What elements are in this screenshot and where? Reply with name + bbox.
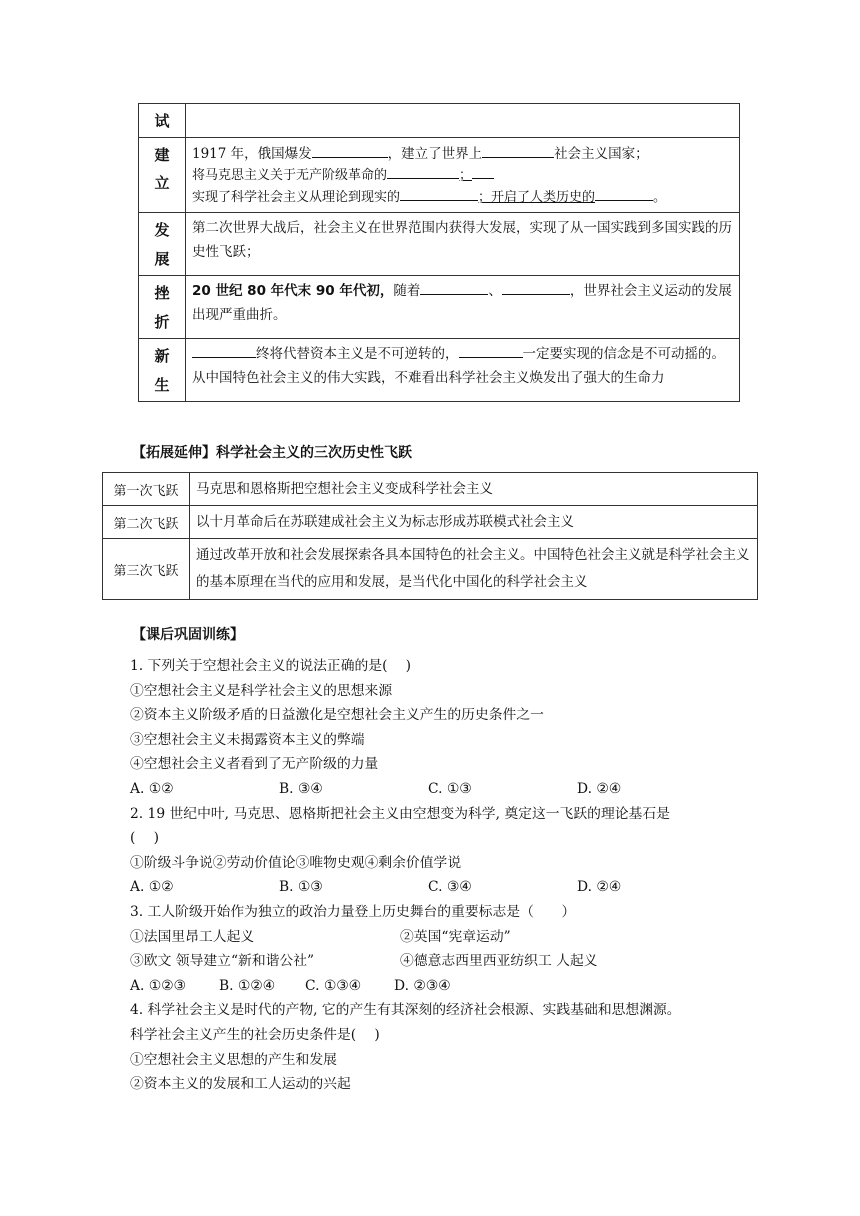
answer-choice[interactable]: A. ①②③ xyxy=(130,977,186,994)
table-row xyxy=(103,506,758,539)
fill-blank[interactable] xyxy=(502,280,570,295)
answer-choice[interactable]: C. ③④ xyxy=(428,879,472,896)
text: 社会主义国家； xyxy=(554,146,649,162)
question-2: 2. 19 世纪中叶, 马克思、恩格斯把社会主义由空想变为科学, 奠定这一飞跃的理论基石是 xyxy=(130,805,670,822)
exercise-list xyxy=(130,654,750,1097)
leap-label: 第三次飞跃 xyxy=(103,539,190,600)
table-row xyxy=(103,539,758,600)
text: 终将代替资本主义是不可逆转的， xyxy=(256,346,459,362)
statement-pair xyxy=(130,925,750,950)
fill-blank[interactable] xyxy=(312,143,388,158)
statement: ④德意志西里西亚纺织工 人起义 xyxy=(400,953,598,970)
table-row xyxy=(103,473,758,506)
fill-blank[interactable] xyxy=(595,186,653,201)
text: 。 xyxy=(653,190,667,205)
fill-blank[interactable] xyxy=(472,164,494,179)
text: 将马克思主义关于无产阶级革命的 xyxy=(192,168,388,183)
text: 一定要实现的信念是不可动摇的。 xyxy=(522,346,725,362)
answer-options xyxy=(130,777,750,802)
leap-label: 第一次飞跃 xyxy=(103,473,190,506)
statement: ①阶级斗争说②劳动价值论③唯物史观④剩余价值学说 xyxy=(130,854,462,871)
answer-choice[interactable]: A. ①② xyxy=(130,780,174,797)
statement: ①法国里昂工人起义 xyxy=(130,928,255,945)
fill-blank[interactable] xyxy=(387,164,459,179)
row-content: 第二次世界大战后，社会主义在世界范围内获得大发展，实现了从一国实践到多国实践的历史性飞跃； xyxy=(186,213,740,276)
row-content xyxy=(186,104,740,138)
statement: ③欧文 领导建立“新和谐公社” xyxy=(130,953,315,970)
answer-choice[interactable]: C. ①③④ xyxy=(305,977,361,994)
text: ，建立了世界上 xyxy=(387,146,483,162)
row-heading: 发 展 xyxy=(139,213,186,276)
text: 1917 年，俄国爆发 xyxy=(192,146,312,162)
row-content xyxy=(186,339,740,402)
answer-options xyxy=(130,974,750,999)
question-2-bracket: ( ) xyxy=(130,830,159,847)
row-content xyxy=(186,138,740,213)
section-heading-extension: 【拓展延伸】科学社会主义的三次历史性飞跃 xyxy=(132,445,412,461)
text: 随着 xyxy=(393,283,421,299)
statement-pair xyxy=(130,949,750,974)
statement: ②英国“宪章运动” xyxy=(400,928,511,945)
fill-blank[interactable] xyxy=(192,343,256,358)
table-row xyxy=(139,339,740,402)
row-heading: 挫 折 xyxy=(139,276,186,339)
table-row xyxy=(139,104,740,138)
fill-blank[interactable] xyxy=(459,343,523,358)
text: 、 xyxy=(488,283,502,299)
text: ； xyxy=(459,168,473,183)
summary-table xyxy=(138,103,740,402)
answer-choice[interactable]: C. ①③ xyxy=(428,780,472,797)
leap-description: 以十月革命后在苏联建成社会主义为标志形成苏联模式社会主义 xyxy=(190,506,758,539)
answer-choice[interactable]: B. ①②④ xyxy=(219,977,276,994)
statement: ②资本主义阶级矛盾的日益激化是空想社会主义产生的历史条件之一 xyxy=(130,707,544,724)
row-heading: 建 立 xyxy=(139,138,186,213)
answer-options xyxy=(130,875,750,900)
statement: ①空想社会主义思想的产生和发展 xyxy=(130,1051,337,1068)
row-heading: 新 生 xyxy=(139,339,186,402)
question-4: 4. 科学社会主义是时代的产物, 它的产生有其深刻的经济社会根源、实践基础和思想渊源。 xyxy=(130,1002,681,1019)
section-heading-practice: 【课后巩固训练】 xyxy=(132,627,244,643)
fill-blank[interactable] xyxy=(420,280,488,295)
statement: ②资本主义的发展和工人运动的兴起 xyxy=(130,1076,351,1093)
question-1: 1. 下列关于空想社会主义的说法正确的是( ) xyxy=(130,658,412,674)
text: 实现了科学社会主义从理论到现实的 xyxy=(192,190,401,205)
row-content xyxy=(186,276,740,339)
answer-choice[interactable]: D. ②④ xyxy=(577,780,622,797)
answer-choice[interactable]: D. ②④ xyxy=(577,879,622,896)
leap-description: 马克思和恩格斯把空想社会主义变成科学社会主义 xyxy=(190,473,758,506)
statement: ③空想社会主义未揭露资本主义的弊端 xyxy=(130,731,365,748)
question-3: 3. 工人阶级开始作为独立的政治力量登上历史舞台的重要标志是（ ） xyxy=(130,903,576,920)
leap-description: 通过改革开放和社会发展探索各具本国特色的社会主义。中国特色社会主义就是科学社会主义的基本原理在当代的应用和发展，是当代化中国化的科学社会主义 xyxy=(190,539,758,600)
answer-choice[interactable]: B. ①③ xyxy=(279,879,323,896)
question-4-continued: 科学社会主义产生的社会历史条件是( ) xyxy=(130,1026,380,1043)
fill-blank[interactable] xyxy=(400,186,478,201)
table-row xyxy=(139,213,740,276)
leaps-table xyxy=(102,472,758,600)
fill-blank[interactable] xyxy=(482,143,554,158)
text: ；开启了人类历史的 xyxy=(478,190,596,205)
text: 从中国特色社会主义的伟大实践，不难看出科学社会主义焕发出了强大的生命力 xyxy=(192,370,665,386)
answer-choice[interactable]: A. ①② xyxy=(130,879,174,896)
answer-choice[interactable]: D. ②③④ xyxy=(394,977,451,994)
statement: ①空想社会主义是科学社会主义的思想来源 xyxy=(130,682,393,699)
leap-label: 第二次飞跃 xyxy=(103,506,190,539)
text: ，世界社会主义运动的发展出现严重曲折。 xyxy=(192,283,732,323)
statement: ④空想社会主义者看到了无产阶级的力量 xyxy=(130,756,379,773)
answer-choice[interactable]: B. ③④ xyxy=(279,780,323,797)
table-row xyxy=(139,138,740,213)
table-row xyxy=(139,276,740,339)
row-heading: 试 xyxy=(139,104,186,138)
text: 20 世纪 80 年代末 90 年代初， xyxy=(192,283,394,299)
